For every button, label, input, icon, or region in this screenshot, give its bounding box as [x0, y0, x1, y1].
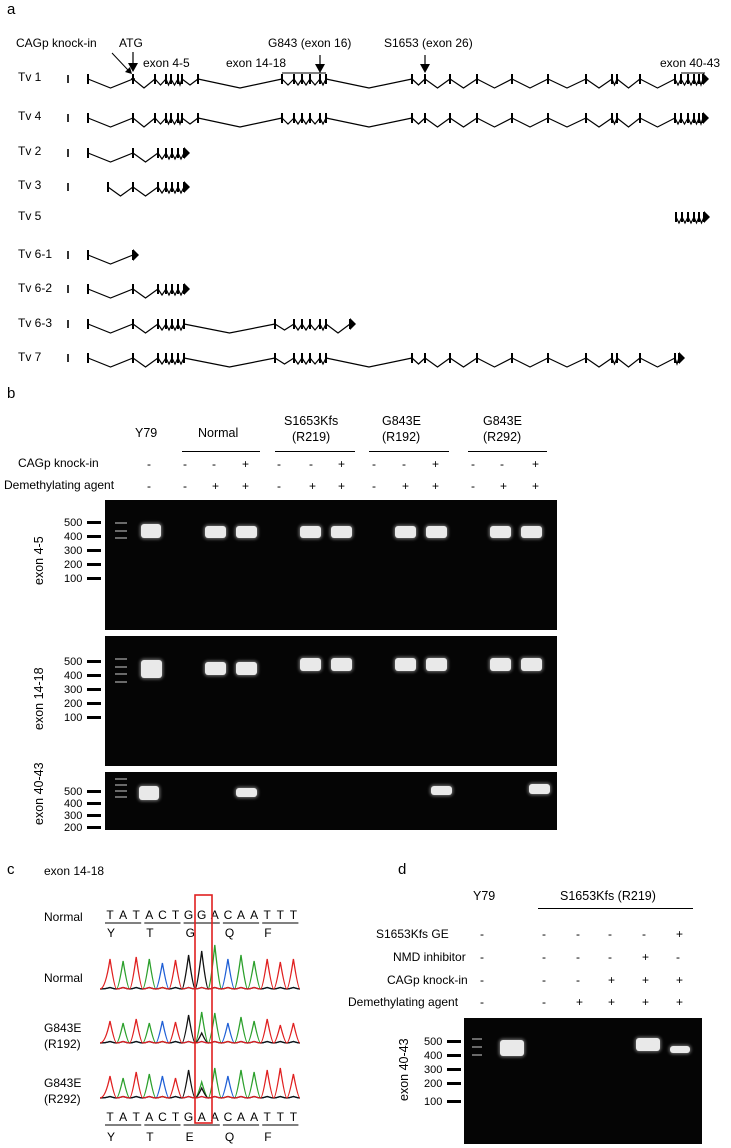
sign-cell: + [676, 973, 684, 987]
base-letter: A [250, 908, 259, 922]
trace-label-line: (R292) [44, 1092, 81, 1106]
base-letter: T [263, 1110, 271, 1124]
exon-4-5-annotation: exon 4-5 [143, 56, 190, 70]
s1653-annotation: S1653 (exon 26) [384, 36, 473, 50]
ladder-label: 100 [64, 573, 83, 585]
base-letter: T [276, 1110, 284, 1124]
sign-cell: + [676, 995, 684, 1009]
sign-cagp: - [309, 457, 313, 471]
transcript-label: Tv 1 [18, 70, 42, 84]
trace-label: G843E [44, 1076, 82, 1090]
group-underline [538, 908, 693, 909]
gel-label: exon 4-5 [32, 536, 46, 585]
sign-cell: - [542, 950, 546, 964]
panel-d-letter: d [398, 861, 407, 878]
sign-cell: - [542, 927, 546, 941]
sign-demeth: + [402, 479, 410, 493]
base-letter: T [289, 1110, 298, 1124]
exon-14-18-annotation: exon 14-18 [226, 56, 287, 70]
transcript-label: Tv 2 [18, 144, 42, 158]
group-g843e-r292: G843E [483, 414, 522, 428]
base-letter: A [197, 1110, 206, 1124]
base-letter: A [210, 1110, 219, 1124]
amino-acid-letter: Q [224, 926, 235, 940]
transcript-label: Tv 6-3 [18, 316, 53, 330]
gel-label: exon 40-43 [397, 1038, 411, 1101]
sign-cell: - [480, 950, 484, 964]
row-label-cagp: CAGp knock-in [18, 456, 99, 470]
base-letter: G [183, 908, 194, 922]
sign-cell: - [608, 950, 612, 964]
sign-demeth: + [432, 479, 440, 493]
base-letter: T [289, 908, 298, 922]
sign-demeth: + [309, 479, 317, 493]
ladder-label: 500 [64, 517, 83, 529]
sign-cell: + [608, 995, 616, 1009]
ladder-label: 300 [64, 810, 83, 822]
sign-cell: - [676, 950, 680, 964]
trace-group [100, 945, 300, 1098]
sign-cagp: + [532, 457, 540, 471]
transcript-label: Tv 6-1 [18, 247, 53, 261]
panel-c-letter: c [7, 861, 15, 878]
sign-demeth: + [338, 479, 346, 493]
ladder-label: 500 [64, 656, 83, 668]
sign-cagp: + [242, 457, 250, 471]
base-letter: T [106, 908, 114, 922]
trace-g [100, 951, 300, 989]
amino-acid-letter: F [264, 1130, 272, 1144]
g843-annotation: G843 (exon 16) [268, 36, 352, 50]
sign-cagp: - [471, 457, 475, 471]
cagp-annotation: CAGp knock-in [16, 36, 97, 50]
amino-acid-letter: G [185, 926, 195, 940]
base-letter: G [183, 1110, 194, 1124]
row-label: S1653Kfs GE [376, 927, 449, 941]
top-sequence-label: Normal [44, 910, 83, 924]
sign-cagp: - [277, 457, 281, 471]
ladder-label: 400 [64, 798, 83, 810]
base-letter: C [158, 908, 167, 922]
sign-demeth: + [500, 479, 508, 493]
gel-label: exon 14-18 [32, 667, 46, 730]
base-letter: T [171, 908, 180, 922]
amino-acid-letter: E [185, 1130, 194, 1144]
transcript-label: Tv 6-2 [18, 281, 53, 295]
gel-band [670, 1046, 690, 1053]
gel-band [500, 1040, 524, 1056]
base-letter: A [145, 1110, 154, 1124]
top-sequence [105, 908, 298, 940]
sign-cell: - [608, 927, 612, 941]
transcript-label: Tv 4 [18, 109, 42, 123]
ladder-label: 100 [64, 712, 83, 724]
group-s1653kfs-r219: S1653Kfs (R219) [560, 889, 656, 903]
base-letter: A [236, 1110, 246, 1124]
ladder-label: 300 [64, 684, 83, 696]
base-letter: A [145, 908, 154, 922]
atg-annotation: ATG [119, 36, 143, 50]
sign-cell: + [576, 995, 584, 1009]
amino-acid-letter: F [264, 926, 272, 940]
sign-cell: + [676, 927, 684, 941]
sign-cell: - [542, 995, 546, 1009]
row-label-demethylating: Demethylating agent [4, 478, 115, 492]
ladder-label: 200 [64, 822, 83, 834]
sign-demeth: + [532, 479, 540, 493]
ladder-label: 300 [64, 545, 83, 557]
base-letter: A [250, 1110, 259, 1124]
panel-b-letter: b [7, 385, 16, 402]
group-g843e-r192-line: (R192) [382, 430, 421, 444]
sign-cagp: - [500, 457, 504, 471]
transcript-label: Tv 7 [18, 350, 42, 364]
sign-cell: + [642, 973, 650, 987]
sign-demeth: - [372, 479, 376, 493]
group-normal: Normal [198, 426, 239, 440]
sign-cell: - [576, 950, 580, 964]
base-letter: T [132, 1110, 140, 1124]
group-y79: Y79 [135, 426, 158, 440]
amino-acid-letter: T [146, 926, 154, 940]
sign-cell: + [642, 950, 650, 964]
sign-cell: - [542, 973, 546, 987]
gel-band [636, 1038, 660, 1051]
amino-acid-letter: Y [107, 1130, 116, 1144]
amino-acid-letter: Q [224, 1130, 235, 1144]
base-letter: T [276, 908, 284, 922]
base-letter: G [197, 908, 207, 922]
amino-acid-letter: T [146, 1130, 154, 1144]
group-g843e-r292-line: (R292) [483, 430, 522, 444]
trace-label-line: (R192) [44, 1037, 81, 1051]
exon-40-43-annotation: exon 40-43 [660, 56, 721, 70]
sign-demeth: - [183, 479, 187, 493]
sign-demeth: - [277, 479, 281, 493]
group-g843e-r192: G843E [382, 414, 421, 428]
transcript-label: Tv 5 [18, 209, 42, 223]
base-letter: C [158, 1110, 167, 1124]
row-label: Demethylating agent [348, 995, 459, 1009]
base-letter: T [263, 908, 271, 922]
sign-cell: - [576, 927, 580, 941]
gel-label: exon 40-43 [32, 762, 46, 825]
group-s1653kfs: S1653Kfs [284, 414, 339, 428]
group-s1653kfs-line: (R219) [292, 430, 331, 444]
base-letter: T [106, 1110, 114, 1124]
ladder-label: 300 [424, 1064, 443, 1076]
ladder-label: 200 [64, 698, 83, 710]
row-label: NMD inhibitor [393, 950, 466, 964]
sign-cagp: - [372, 457, 376, 471]
trace-a [100, 1012, 300, 1043]
base-letter: C [223, 1110, 233, 1124]
base-letter: A [119, 1110, 128, 1124]
trace-label: Normal [44, 971, 83, 985]
amino-acid-letter: Y [107, 926, 116, 940]
trace-t [100, 1068, 300, 1098]
sign-cell: - [480, 927, 484, 941]
ladder-label: 200 [64, 559, 83, 571]
trace-label: G843E [44, 1021, 82, 1035]
ladder-label: 400 [424, 1050, 443, 1062]
sign-cell: - [576, 973, 580, 987]
base-letter: A [236, 908, 246, 922]
gel-exon-40-43-d [464, 1018, 702, 1144]
sign-cell: - [480, 973, 484, 987]
sign-cagp: - [402, 457, 406, 471]
ladder-label: 500 [64, 786, 83, 798]
sign-demeth: + [242, 479, 250, 493]
sign-demeth: - [471, 479, 475, 493]
group-y79: Y79 [473, 889, 496, 903]
sign-cagp: - [147, 457, 151, 471]
panel-a-letter: a [7, 1, 16, 18]
base-letter: T [132, 908, 140, 922]
base-letter: C [223, 908, 233, 922]
sign-cagp: + [338, 457, 346, 471]
bottom-sequence [105, 1110, 298, 1144]
sign-cell: - [642, 927, 646, 941]
ladder-label: 200 [424, 1078, 443, 1090]
ladder-label: 100 [424, 1096, 443, 1108]
sign-cell: - [480, 995, 484, 1009]
ladder-label: 400 [64, 670, 83, 682]
sign-cagp: + [432, 457, 440, 471]
sign-cagp: - [212, 457, 216, 471]
sign-cell: + [608, 973, 616, 987]
base-letter: A [210, 908, 219, 922]
row-label: CAGp knock-in [387, 973, 468, 987]
base-letter: A [119, 908, 128, 922]
sign-demeth: - [147, 479, 151, 493]
ladder-label: 500 [424, 1036, 443, 1048]
panel-c-title: exon 14-18 [44, 864, 105, 878]
transcript-label: Tv 3 [18, 178, 42, 192]
base-letter: T [171, 1110, 180, 1124]
sign-cagp: - [183, 457, 187, 471]
sign-cell: + [642, 995, 650, 1009]
sign-demeth: + [212, 479, 220, 493]
ladder-label: 400 [64, 531, 83, 543]
